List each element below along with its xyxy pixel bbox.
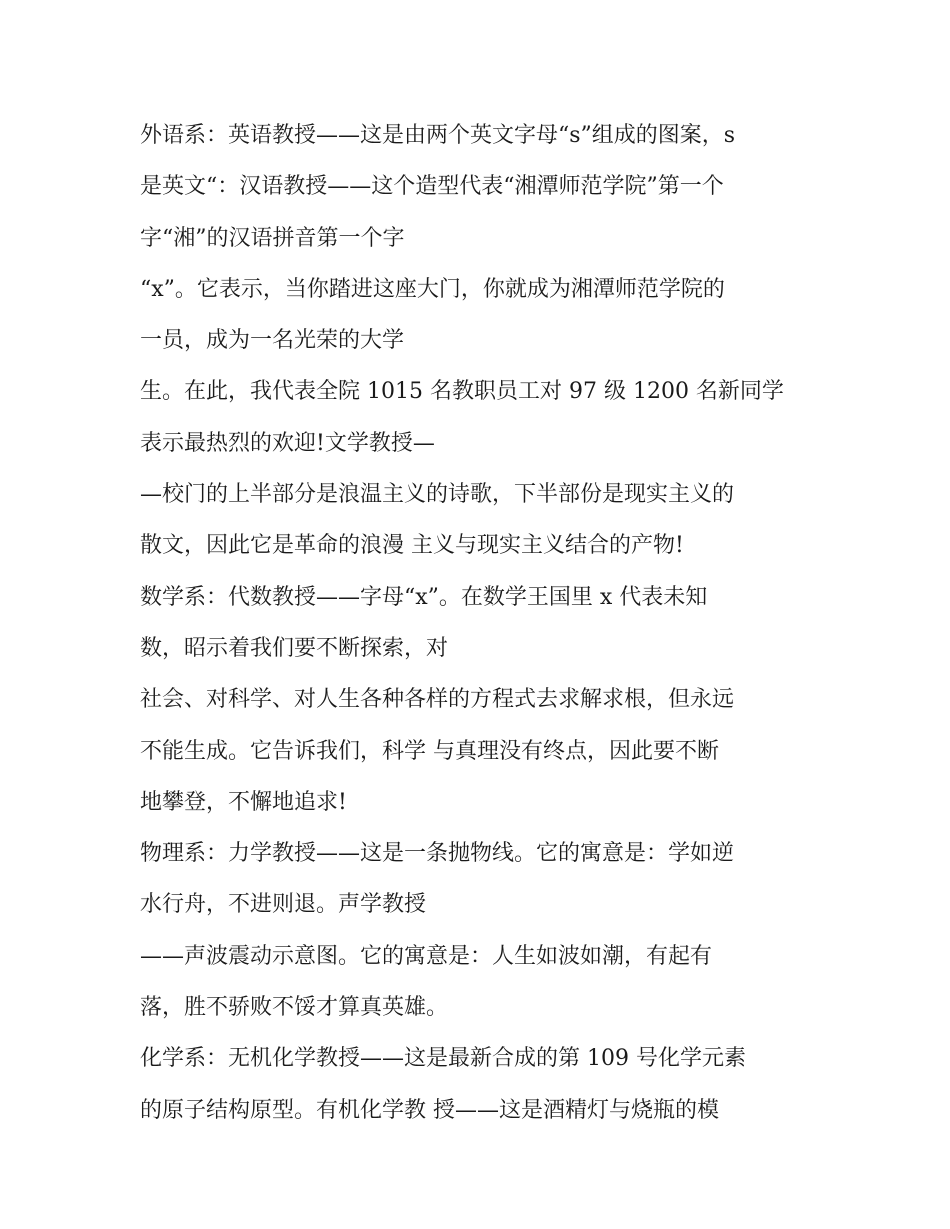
text-line: 地攀登，不懈地追求! [140, 789, 347, 815]
text-line: 水行舟，不进则退。声学教授 [140, 892, 427, 918]
text-line: 外语系：英语教授——这是由两个英文字母“s”组成的图案，s [140, 123, 736, 148]
text-line: 社会、对科学、对人生各种各样的方程式去求解求根，但永远 [140, 687, 735, 713]
text-line: 的原子结构原型。有机化学教 授——这是酒精灯与烧瓶的模 [140, 1097, 719, 1123]
text-line: 散文，因此它是革命的浪漫 主义与现实主义结合的产物! [140, 533, 684, 559]
text-line: 生。在此，我代表全院 1015 名教职员工对 97 级 1200 名新同学 [140, 379, 784, 405]
text-line: 字“湘”的汉语拼音第一个字 [140, 225, 405, 251]
body-text [140, 110, 820, 1136]
text-line: 一员，成为一名光荣的大学 [140, 328, 405, 354]
text-line: “x”。它表示，当你踏进这座大门，你就成为湘潭师范学院的 [140, 276, 725, 302]
text-line: 表示最热烈的欢迎!文学教授— [140, 430, 435, 456]
text-line: 落，胜不骄败不馁才算真英雄。 [140, 995, 449, 1021]
text-line: 不能生成。它告诉我们，科学 与真理没有终点，因此要不断 [140, 738, 719, 764]
text-line: ——声波震动示意图。它的寓意是：人生如波如潮，有起有 [140, 943, 713, 969]
text-line: 数学系：代数教授——字母“x”。在数学王国里 x 代表未知 [140, 584, 708, 610]
text-line: 是英文“：汉语教授——这个造型代表“湘潭师范学院”第一个 [140, 174, 724, 200]
text-line: 化学系：无机化学教授——这是最新合成的第 109 号化学元素 [140, 1046, 746, 1072]
text-line: —校门的上半部分是浪温主义的诗歌，下半部份是现实主义的 [140, 482, 735, 508]
text-line: 物理系：力学教授——这是一条抛物线。它的寓意是：学如逆 [140, 841, 735, 867]
text-line: 数，昭示着我们要不断探索，对 [140, 635, 449, 661]
